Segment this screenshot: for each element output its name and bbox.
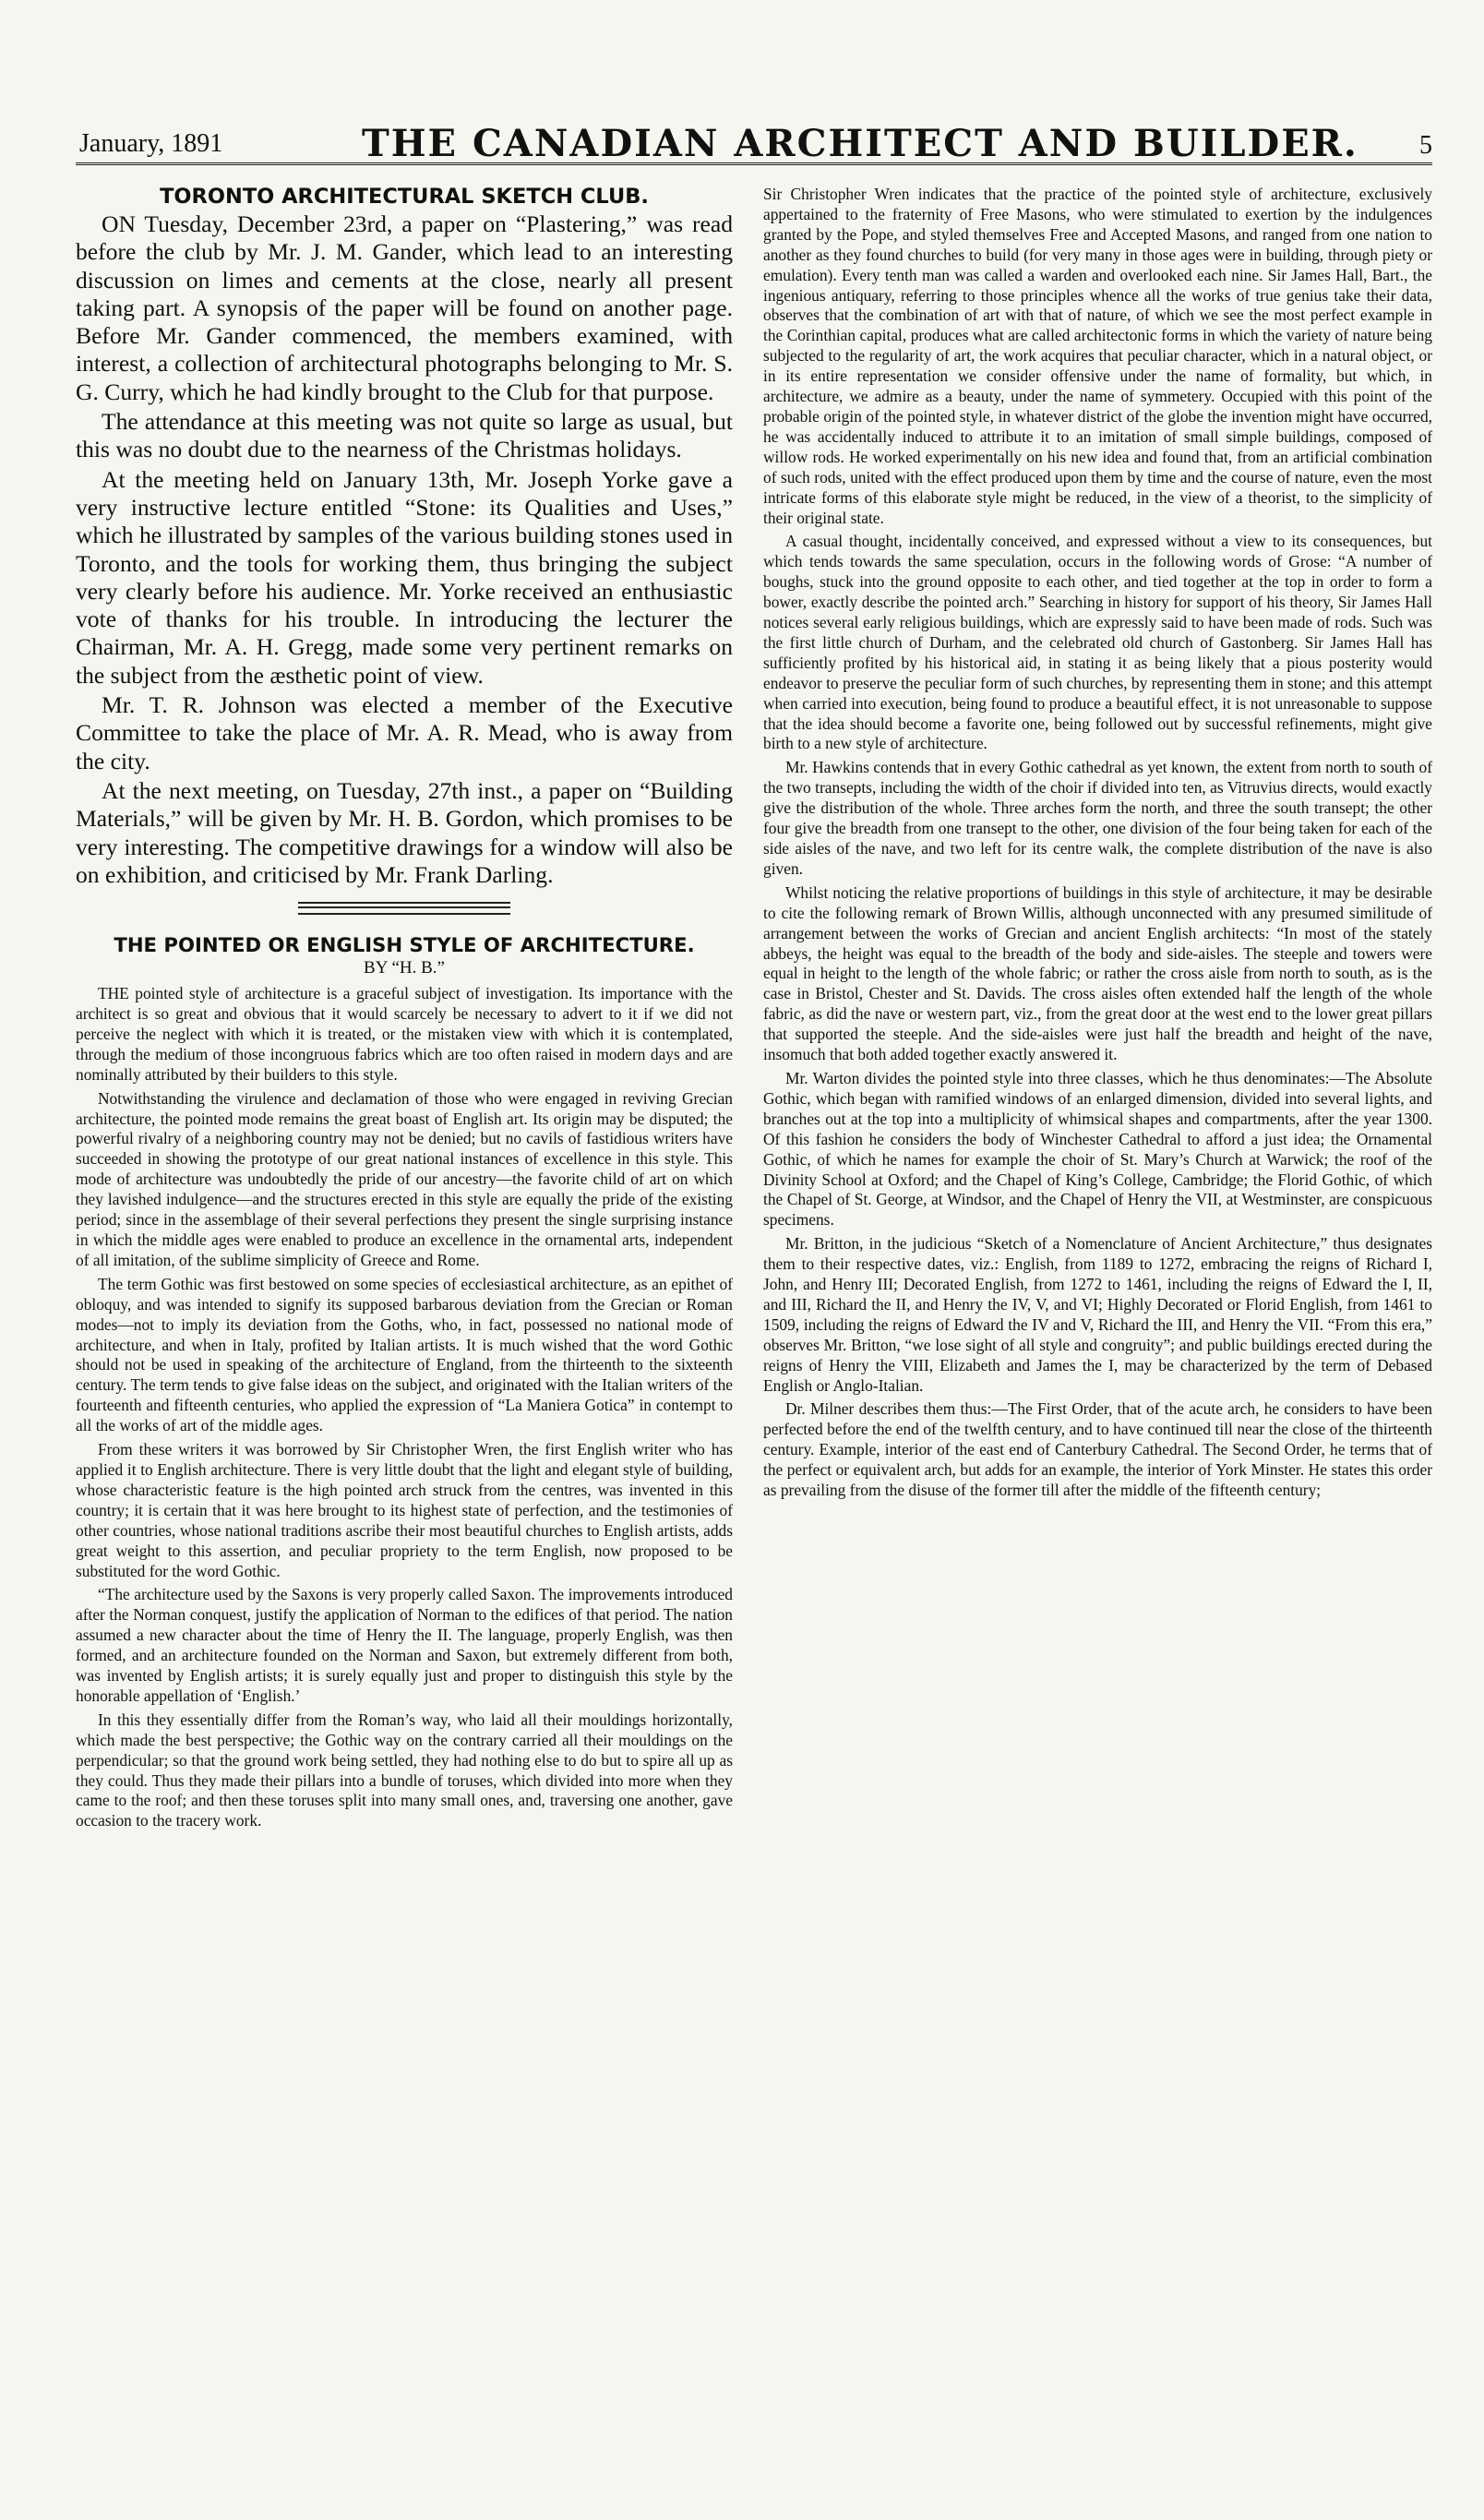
left-column <box>76 185 733 1835</box>
article-paragraph: Mr. Britton, in the judicious “Sketch of a Nomenclature of Ancient Architecture,” thus designates them to their respective dates, viz.: English, from 1189 to 1272, embracing the reigns of Richard I, John, and Henry III; Decorated English, from 1272 to 1461, including the reigns of Edward the I, II, and III, Richard the II, and Henry the IV, V, and VI; Highly Decorated or Florid English, from 1461 to 1509, including the reigns of Edward the IV and V, Richard the III, and Henry the VII. “From this era,” observes Mr. Britton, “we lose sight of all style and congruity”; and public buildings erected during the reigns of Henry the VIII, Elizabeth and James the I, may be characterized by the term of Debased English or Anglo-Italian. <box>763 1234 1432 1395</box>
sketch-club-paragraph: Mr. T. R. Johnson was elected a member of the Executive Committee to take the place of Mr. A. R. Mead, who is away from the city. <box>76 691 733 774</box>
sketch-club-paragraph: At the next meeting, on Tuesday, 27th inst., a paper on “Building Materials,” will be given by Mr. H. B. Gordon, which promises to be very interesting. The competitive drawings for a window will also be on exhibition, and criticised by Mr. Frank Darling. <box>76 776 733 888</box>
article-paragraph: Mr. Hawkins contends that in every Gothic cathedral as yet known, the extent from north to south of the two transepts, including the width of the choir if divided into ten, as Vitruvius directs, would exactly give the distribution of the whole. Three arches form the north, and three the south transept; the other four give the breadth from one transept to the other, one division of the four being taken for each of the side aisles of the nave, and two left for its centre walk, the complete distribution of the nave is also given. <box>763 758 1432 878</box>
article-paragraph: Notwithstanding the virulence and declamation of those who were engaged in reviving Grecian architecture, the pointed mode remains the great boast of English art. Its origin may be disputed; the powerful rivalry of a neighboring country may not be denied; but no cavils of fastidious writers have succeeded in showing the prototype of our great national instances of excellence in this style. This mode of architecture was undoubtedly the pride of our ancestry—the favorite child of art on which they lavished indulgence—and the structures erected in this style are equally the pride of the existing period; since in the assemblage of their several perfections they present the single surprising instance in which the middle ages were enabled to produce an excellence in the ornamental arts, independent of all imitation, of the sublime simplicity of Greece and Rome. <box>76 1088 733 1269</box>
issue-date: January, 1891 <box>79 129 223 158</box>
sketch-club-paragraph: The attendance at this meeting was not quite so large as usual, but this was no doubt due to the nearness of the Christmas holidays. <box>76 408 733 463</box>
page-header <box>76 122 1432 165</box>
article-paragraph: From these writers it was borrowed by Sir Christopher Wren, the first English writer who has applied it to English architecture. There is very little doubt that the light and elegant style of building, whose characteristic feature is the high pointed arch struck from the centres, was invented in this country; it is certain that it was here brought to its highest state of perfection, and the testimonies of other countries, whose national traditions ascribe their most beautiful churches to English artists, adds great weight to this assertion, and peculiar propriety to the term English, now proposed to be substituted for the word Gothic. <box>76 1440 733 1580</box>
article-paragraph: A casual thought, incidentally conceived, and expressed without a view to its consequences, but which tends towards the same speculation, occurs in the following words of Grose: “A number of boughs, stuck into the ground opposite to each other, and tied together at the top in order to form a bower, exactly describe the pointed arch.” Searching in history for support of his theory, Sir James Hall notices several early religious buildings, which are expressly said to have been made of rods. Such was the first little church of Durham, and the celebrated old church of Gastonberg. Sir James Hall has sufficiently profited by his historical aid, in stating it as being likely that a pious posterity would endeavor to preserve the peculiar form of such churches, by representing them in stone; and this attempt when carried into execution, being found to produce a beautiful effect, it is not unreasonable to suppose that the idea should become a favorite one, being followed out by successful refinements, might give birth to a new style of architecture. <box>763 532 1432 753</box>
sketch-club-heading: TORONTO ARCHITECTURAL SKETCH CLUB. <box>160 185 649 209</box>
sketch-club-paragraph: ON Tuesday, December 23rd, a paper on “Plastering,” was read before the club by Mr. J. M. Gander, which lead to an interesting discussion on limes and cements at the close, nearly all present taking part. A synopsis of the paper will be found on another page. Before Mr. Gander commenced, the members examined, with interest, a collection of architectural photographs belonging to Mr. S. G. Curry, which he had kindly brought to the Club for that purpose. <box>76 210 733 405</box>
article-paragraph: Dr. Milner describes them thus:—The First Order, that of the acute arch, he considers to have been perfected before the end of the twelfth century, and to have continued till near the close of the thirteenth century. Example, interior of the east end of Canterbury Cathedral. The Second Order, he terms that of the perfect or equivalent arch, but adds for an example, the interior of York Minster. He states this order as prevailing from the disuse of the former till after the middle of the fifteenth century; <box>763 1399 1432 1500</box>
author-byline: BY “H. B.” <box>364 958 445 978</box>
article-paragraph: The term Gothic was first bestowed on some species of ecclesiastical architecture, as an epithet of obloquy, and was intended to signify its supposed barbarous deviation from the Grecian or Roman modes—not to imply its deviation from the Goths, who, in fact, possessed no national mode of architecture, and when in Italy, profited by Italian artists. It is much wished that the word Gothic should not be used in speaking of the architecture of England, from the thirteenth to the sixteenth century. The term tends to give false ideas on the subject, and originated with the Italian writers of the fourteenth and fifteenth centuries, who applied the expression of “La Maniera Gotica” in contempt to all the works of art of the middle ages. <box>76 1274 733 1435</box>
page-number: 5 <box>1419 131 1432 160</box>
article-paragraph: “The architecture used by the Saxons is very properly called Saxon. The improvements introduced after the Norman conquest, justify the application of Norman to the edifices of that period. The nation assumed a new character about the time of Henry the II. The language, properly English, was then formed, and an architecture founded on the Norman and Saxon, but extremely different from both, was invented by English artists; it is surely equally just and proper to distinguish this style by the honorable appellation of ‘English.’ <box>76 1585 733 1705</box>
sketch-club-article <box>76 210 733 889</box>
sketch-club-paragraph: At the meeting held on January 13th, Mr. Joseph Yorke gave a very instructive lecture entitled “Stone: its Qualities and Uses,” which he illustrated by samples of the various building stones used in Toronto, and the tools for working them, thus bringing the subject very clearly before his audience. Mr. Yorke received an enthusiastic vote of thanks for his trouble. In introducing the lecturer the Chairman, Mr. A. H. Gregg, made some very pertinent remarks on the subject from the æsthetic point of view. <box>76 465 733 689</box>
pointed-style-heading: THE POINTED OR ENGLISH STYLE OF ARCHITECTURE. <box>114 933 695 957</box>
right-column <box>763 185 1432 1505</box>
article-paragraph: Mr. Warton divides the pointed style into three classes, which he thus denominates:—The Absolute Gothic, which began with ramified windows of an enlarged dimension, divided into several lights, and branches out at the top into a multiplicity of whimsical shapes and compartments, after the year 1300. Of this fashion he considers the body of Winchester Cathedral to afford a just idea; the Ornamental Gothic, of which he names for example the choir of St. Mary’s Church at Warwick; the roof of the Divinity School at Oxford; and the Chapel of King’s College, Cambridge; the Florid Gothic, of which the Chapel of St. George, at Windsor, and the Chapel of Henry the VII, at Westminster, are conspicuous specimens. <box>763 1068 1432 1230</box>
article-paragraph: THE pointed style of architecture is a graceful subject of investigation. Its importance with the architect is so great and obvious that it would scarcely be necessary to advert to it if we did not perceive the neglect with which it is treated, or the mistaken view with which it is contemplated, through the medium of those incongruous fabrics which are too often raised in modern days and are nominally attributed by their builders to this style. <box>76 984 733 1084</box>
article-paragraph: Sir Christopher Wren indicates that the practice of the pointed style of architecture, exclusively appertained to the fraternity of Free Masons, who were stimulated to exertion by the indulgences granted by the Pope, and styled themselves Free and Accepted Masons, and ranged from one nation to another as they found churches to build (for very many in those ages were in building, through piety or emulation). Every tenth man was called a warden and overlooked each nine. Sir James Hall, Bart., the ingenious antiquary, referring to those principles whence all the works of true genius take their data, observes that the combination of art with that of nature, of which we see the most perfect example in the Corinthian capital, produces what are called architectonic forms in which the variety of nature being subjected to the regularity of art, the work acquires that peculiar character, which in a natural object, or in its entire representation we consider offensive under the name of formality, but which, in architecture, we admire as a beauty, under the name of symmetery. Occupied with this point of the probable origin of the pointed style, in whatever district of the globe the invention might have occurred, he was accidentally induced to attribute it to an imitation of small simple buildings, composed of willow rods. He worked experimentally on his new idea and found that, from an artificial combination of such rods, united with the effect produced upon them by time and the course of nature, even the most intricate forms of this elaborate style might be reduced, in the view of a theorist, to the simplicity of their original state. <box>763 185 1432 527</box>
pointed-style-article-part-1 <box>76 984 733 1831</box>
section-divider <box>298 902 510 915</box>
publication-title: THE CANADIAN ARCHITECT AND BUILDER. <box>362 122 1358 165</box>
article-paragraph: Whilst noticing the relative proportions of buildings in this style of architecture, it may be desirable to cite the following remark of Brown Willis, although unconnected with any presumed similitude of arrangement between the works of Grecian and ancient English architects: “In most of the stately abbeys, the height was equal to the breadth of the body and side-aisles. The steeple and towers were equal in height to the length of the whole fabric; or rather the cross aisle from north to south, as is the case in Bristol, Chester and St. Davids. The cross aisles often extended half the length of the whole fabric, as did the nave or western part, viz., from the great door at the west end to the lower great pillars that supported the steeple. And the side-aisles were just half the breadth and height of the nave, insomuch that both added together exactly answered it. <box>763 882 1432 1064</box>
article-paragraph: In this they essentially differ from the Roman’s way, who laid all their mouldings horizontally, which made the best perspective; the Gothic way on the contrary carried all their mouldings on the perpendicular; so that the ground work being settled, they had nothing else to do but to spire all up as they could. Thus they made their pillars into a bundle of toruses, which divided into more when they came to the roof; and then these toruses split into many small ones, and, traversing one another, gave occasion to the tracery work. <box>76 1710 733 1830</box>
